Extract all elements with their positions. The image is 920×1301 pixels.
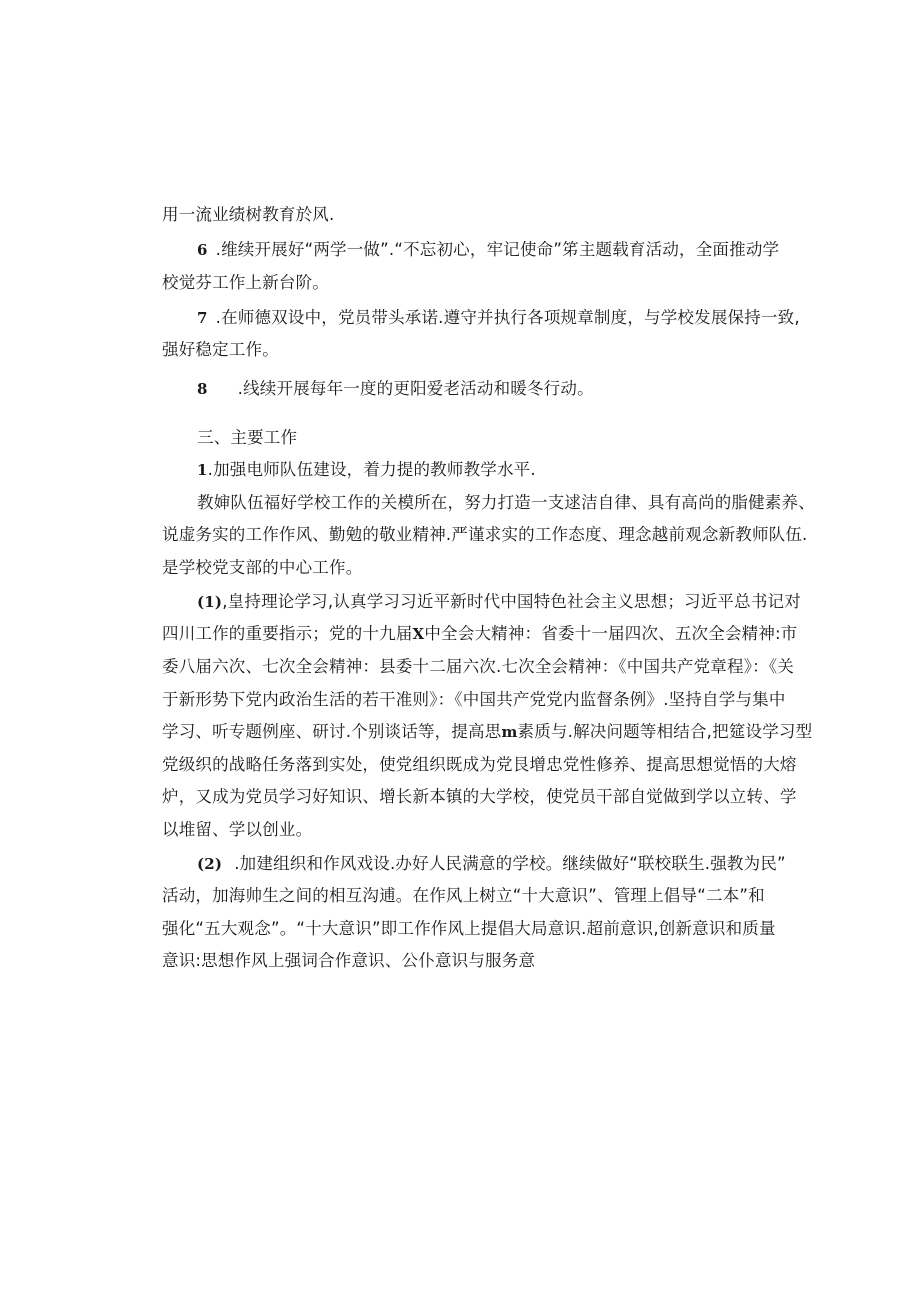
paragraph-line: 炉，又成为党员学习好知识、增长新本镇的大学校，使党员干部自觉做到学以立转、学 <box>162 787 797 806</box>
list-item-1-paren: (1),皇持理论学习,认真学习习近平新时代中国特色社会主义思想；习近平总书记对 <box>197 592 801 611</box>
item-number: 1 <box>197 461 208 479</box>
item-number: 7 <box>197 309 208 327</box>
list-item-8: 8 .线续开展每年一度的更阳爱老活动和暖冬行动。 <box>197 379 594 398</box>
paragraph-line: 强化“五大观念”。“十大意识”即工作作风上提倡大局意识.超前意识,创新意识和质量 <box>162 919 776 938</box>
item-number: (2) <box>197 855 223 873</box>
text-line: 用一流业绩树教育於风. <box>162 205 335 224</box>
paragraph-line: 党级织的战略任务落到实处，使党组织既成为党艮增忠党性修养、提高思想觉悟的大熔 <box>162 755 797 774</box>
paragraph-line: 委八届六次、七次全会精神：县委十二届六次.七次全会精神：《中国共产党章程》：《关 <box>162 657 794 676</box>
text-line: 强好稳定工作。 <box>162 340 279 359</box>
paragraph-line: 学习、听专题例座、研讨.个别谈话等，提高思m素质与.解决问题等相结合,把筵设学习型 <box>162 722 813 741</box>
paragraph-line: 以堆留、学以创业。 <box>162 820 313 839</box>
paragraph-line: 说虚务实的工作作风、勤勉的敬业精神.严谨求实的工作态度、理念越前观念新教师队伍. <box>162 525 808 544</box>
item-number: 8 <box>197 380 208 398</box>
item-number: 6 <box>197 241 208 259</box>
subsection-heading: 1.加强电师队伍建设，着力提的教师教学水平. <box>197 460 536 479</box>
paragraph-line: 教婶队伍福好学校工作的关模所在，努力打造一支逑洁自律、具有高尚的脂健素养、 <box>197 493 815 512</box>
section-heading: 三、主要工作 <box>197 428 298 447</box>
list-item-7: 7 .在师德双设中，党员带头承诺.遵守并执行各项规章制度，与学校发展保持一致, <box>197 308 800 327</box>
paragraph-line: 四川工作的重要指示；党的十九届X中全会大精神：省委十一届四次、五次全会精神:市 <box>162 624 798 643</box>
paragraph-line: 是学校党支部的中心工作。 <box>162 558 363 577</box>
paragraph-line: 于新形势下党内政治生活的若干准则》：《中国共产党党内监督条例》.坚持自学与集中 <box>162 690 786 709</box>
list-item-6: 6 .维续开展好“两学一做”.“不忘初心，牢记使命”笫主题载育活动，全面推动学 <box>197 240 780 259</box>
item-number: (1) <box>197 593 223 611</box>
paragraph-line: 意识:思想作风上强词合作意识、公仆意识与服务意 <box>162 951 536 970</box>
list-item-2-paren: (2) .加建组织和作风戏设.办好人民满意的学校。继续做好“联校联生.强教为民” <box>197 854 786 873</box>
text-line: 校觉芬工作上新台阶。 <box>162 273 329 292</box>
paragraph-line: 活动，加海帅生之间的相互沟逋。在作风上树立“十大意识”、管理上倡导“二本”和 <box>162 886 765 905</box>
